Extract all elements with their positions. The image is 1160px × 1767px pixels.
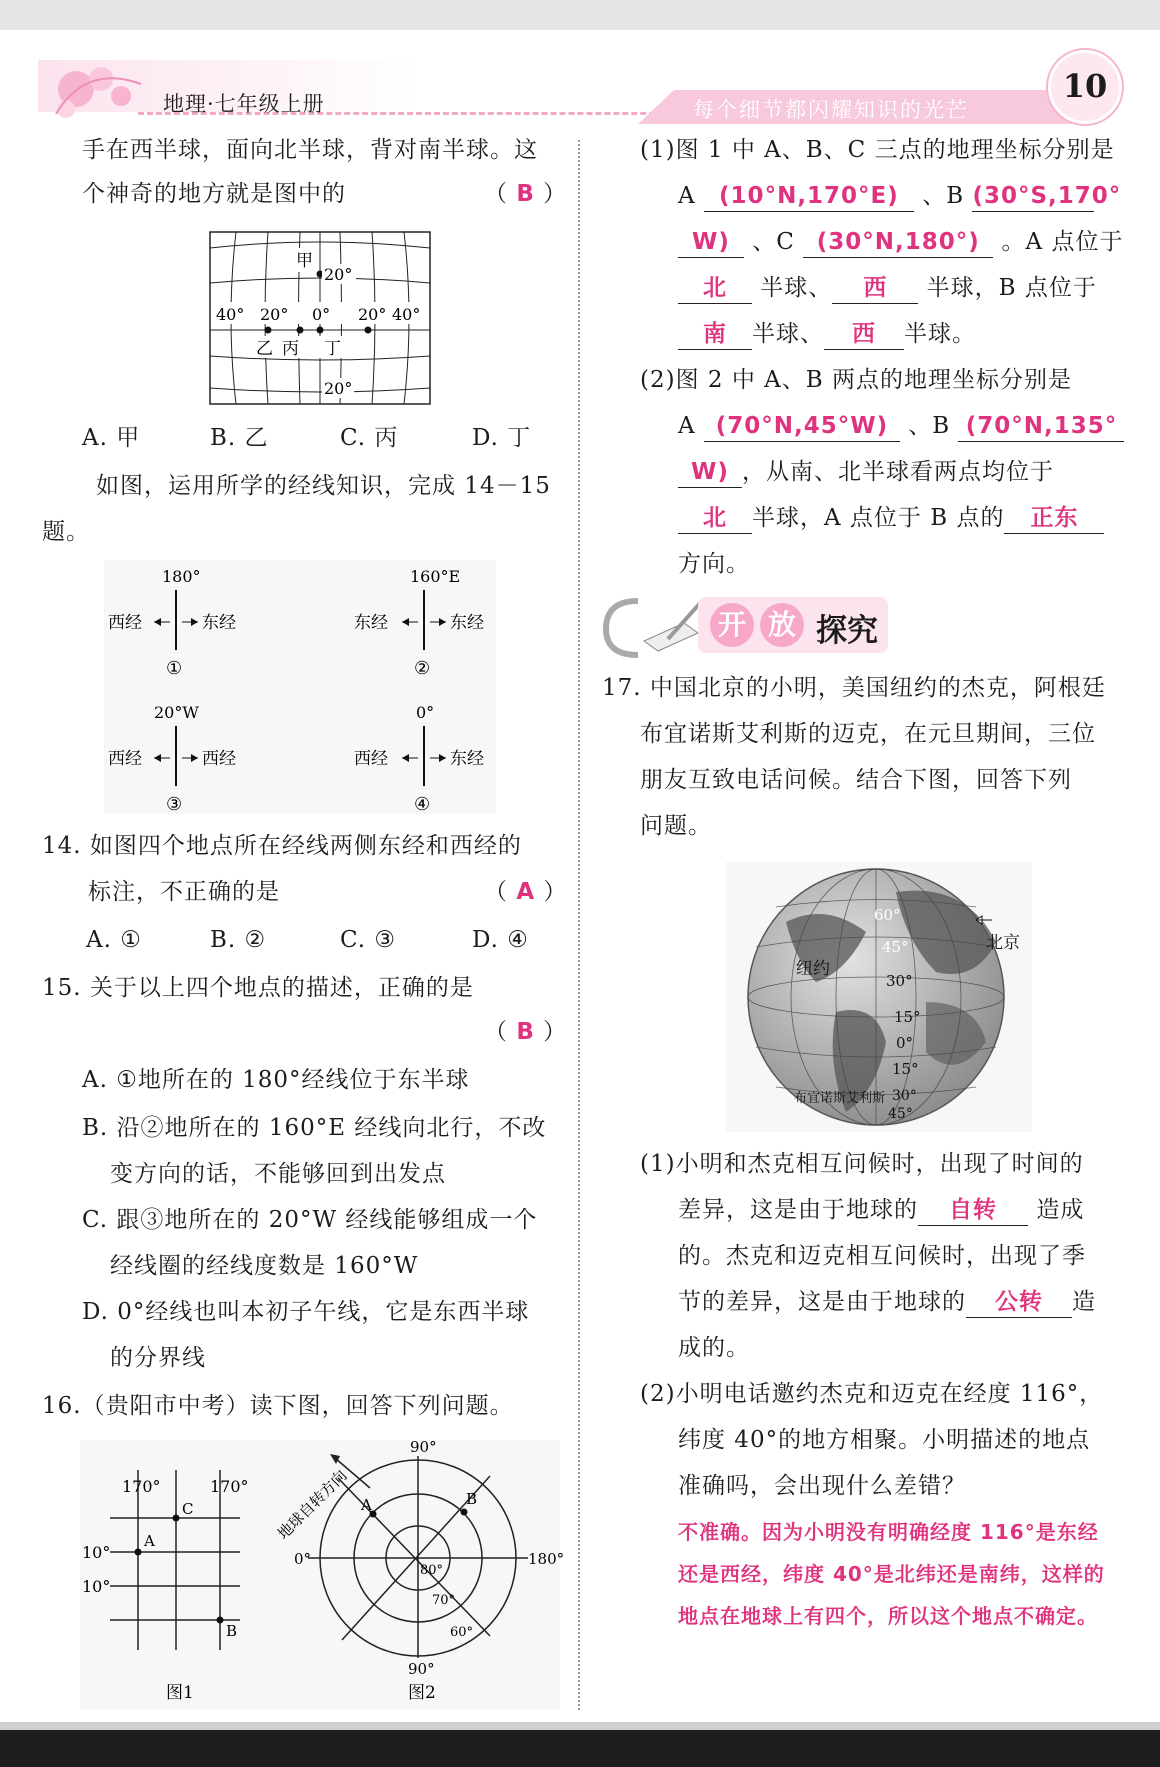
fig1-point-c: C	[182, 1500, 194, 1518]
blank-point-a: (10°N,170°E)	[704, 181, 914, 212]
q17-1-text: (1)小明和杰克相互问候时，出现了时间的	[640, 1151, 1084, 1177]
bottom-bar	[0, 1730, 1160, 1767]
label-lat-s: 20°	[324, 379, 353, 398]
q17-text: 布宜诺斯艾利斯的迈克，在元旦期间，三位	[640, 721, 1096, 747]
slogan: 每个细节都闪耀知识的光芒	[693, 98, 969, 122]
page-header	[38, 50, 1120, 128]
q15-option-c: C. 跟③地所在的 20°W 经线能够组成一个	[82, 1207, 538, 1233]
q17-1-line5: 成的。	[678, 1335, 750, 1361]
q15-option-d-cont: 的分界线	[110, 1345, 206, 1371]
label-jia: 甲	[296, 251, 313, 271]
q13-option-d: D. 丁	[472, 425, 532, 451]
blank-point-b-cont: W)	[678, 227, 744, 258]
globe-lat: 15°	[894, 1008, 921, 1026]
q14-text: 14. 如图四个地点所在经线两侧东经和西经的	[42, 833, 522, 859]
q15-option-b-cont: 变方向的话，不能够回到出发点	[110, 1161, 446, 1187]
globe-lat: 15°	[892, 1060, 919, 1078]
fig2-ring-70: 70°	[432, 1593, 456, 1608]
globe-lat: 45°	[888, 1106, 913, 1122]
meridian-right-label: 西经	[202, 749, 236, 769]
label-bing: 丙	[282, 339, 299, 359]
meridian-top-label: 180°	[162, 567, 201, 586]
q17-1-line4	[678, 1282, 1096, 1323]
meridian-3	[108, 703, 236, 815]
q17-2-text: (2)小明电话邀约杰克和迈克在经度 116°，	[640, 1381, 1104, 1407]
q16-1-hemi-line: 北 半球、 西 半球，B 点位于	[678, 268, 1097, 309]
q17-1-prefix: 差异，这是由于地球的	[678, 1197, 918, 1223]
meridian-1	[108, 567, 236, 679]
section-header-open-inquiry	[598, 593, 898, 659]
meridian-left-label: 西经	[354, 749, 388, 769]
blank-a-hemi-ew: 西	[832, 273, 918, 304]
fig1-caption: 图1	[166, 1683, 194, 1703]
q15-option-d: D. 0°经线也叫本初子午线，它是东西半球	[82, 1299, 530, 1325]
blank-a-hemi-ns: 北	[678, 273, 752, 304]
blank-rotation: 自转	[918, 1195, 1028, 1226]
fig1-point-b: B	[226, 1622, 238, 1640]
meridian-right-label: 东经	[450, 749, 484, 769]
column-divider	[578, 140, 580, 1710]
q15-answer: B	[516, 1019, 535, 1045]
q16-1-coords-line: A (10°N,170°E) 、B (30°S,170°	[678, 176, 1094, 217]
globe-lat: 45°	[882, 938, 909, 956]
fig2-ring-60: 60°	[450, 1625, 474, 1640]
book-title: 地理·七年级上册	[163, 92, 325, 116]
meridian-number: ①	[166, 658, 183, 679]
fig2-bottom: 90°	[408, 1660, 435, 1678]
q13-answer-box: （ B ）	[484, 181, 568, 207]
blank-b-hemi-ns: 南	[678, 319, 752, 350]
q15-answer-box: （ B ）	[484, 1019, 568, 1045]
fig2-ring-80: 80°	[420, 1563, 444, 1578]
lon-label: 20°	[260, 305, 289, 324]
tag-kai: 开	[710, 603, 754, 647]
lon-label: 0°	[312, 305, 331, 324]
blank-b-hemi-ew: 西	[824, 319, 904, 350]
meridian-figure	[104, 560, 496, 814]
q16-figures-svg	[80, 1438, 565, 1710]
meridian-number: ②	[414, 658, 431, 679]
q14-option-d: D. ④	[472, 927, 529, 953]
q14-option-a: A. ①	[86, 927, 142, 953]
q14-answer: A	[516, 879, 536, 905]
q17-1-prefix: 节的差异，这是由于地球的	[678, 1289, 966, 1315]
blank-fig2-hemi: 北	[678, 503, 752, 534]
tag-fang: 放	[760, 603, 804, 647]
q13-option-a: A. 甲	[82, 425, 141, 451]
meridian-right-label: 东经	[202, 613, 236, 633]
lon-label: 40°	[392, 305, 421, 324]
globe-figure	[726, 862, 1032, 1132]
blank-revolution: 公转	[966, 1287, 1072, 1318]
meridian-left-label: 西经	[108, 613, 142, 633]
blank-fig2-direction: 正东	[1004, 503, 1104, 534]
q16-2-end: 方向。	[678, 551, 750, 577]
q13-grid-figure	[206, 228, 434, 408]
meridian-left-label: 西经	[108, 749, 142, 769]
fig2-point-b: B	[466, 1490, 478, 1508]
q17-2-text: 准确吗，会出现什么差错？	[678, 1473, 966, 1499]
q14-option-b: B. ②	[210, 927, 267, 953]
q14-option-c: C. ③	[340, 927, 397, 953]
q13-option-b: B. 乙	[210, 425, 269, 451]
globe-lat: 60°	[874, 906, 901, 924]
label-yi: 乙	[256, 339, 273, 359]
fig2-polar	[274, 1438, 564, 1703]
meridian-diagrams	[104, 560, 496, 814]
q17-2-answer: 地点在地球上有四个，所以这个地点不确定。	[678, 1604, 1098, 1628]
globe-beijing: 北京	[986, 933, 1020, 953]
q16-figures	[80, 1438, 565, 1710]
meridian-left-label: 东经	[354, 613, 388, 633]
q15-text: 15. 关于以上四个地点的描述，正确的是	[42, 975, 474, 1001]
q17-2-answer: 还是西经，纬度 40°是北纬还是南纬，这样的	[678, 1562, 1105, 1586]
q13-text: 手在西半球，面向北半球，背对南半球。这	[82, 137, 538, 163]
q13-text: 个神奇的地方就是图中的	[82, 181, 346, 207]
blank-point-b: (30°S,170°	[972, 181, 1094, 212]
globe-svg	[726, 862, 1032, 1132]
q16-1-hemi-line2: 南 半球、 西 半球。	[678, 314, 976, 355]
meridian-2	[354, 567, 484, 679]
globe-lat: 0°	[896, 1034, 914, 1052]
q17-1-suffix: 造成	[1036, 1197, 1085, 1223]
q17-text: 朋友互致电话问候。结合下图，回答下列	[640, 767, 1072, 793]
q16-2-coords-line: A (70°N,45°W) 、B (70°N,135°	[678, 406, 1124, 447]
q14-answer-box: （ A ）	[484, 879, 568, 905]
fig2-rotation-label: 地球自转方向	[274, 1466, 351, 1543]
q16-2-text: (2)图 2 中 A、B 两点的地理坐标分别是	[640, 367, 1072, 393]
fig2-point-a: A	[361, 1496, 372, 1514]
label-ding: 丁	[324, 339, 341, 359]
globe-newyork: 纽约	[796, 959, 830, 979]
q16-text: 16.（贵阳市中考）读下图，回答下列问题。	[42, 1393, 514, 1419]
intro-text: 题。	[42, 519, 90, 545]
meridian-top-label: 0°	[416, 703, 435, 722]
fig2-right: 180°	[528, 1550, 565, 1568]
blank-fig2-a: (70°N,45°W)	[704, 411, 900, 442]
intro-text: 如图，运用所学的经线知识，完成 14－15	[96, 473, 551, 499]
globe-buenos-aires: 布宜诺斯艾利斯	[794, 1091, 886, 1106]
meridian-top-label: 20°W	[154, 703, 199, 722]
fig2-caption: 图2	[408, 1683, 436, 1703]
meridian-4	[354, 703, 484, 815]
fig1-lat-top: 10°	[82, 1543, 111, 1562]
meridian-top-label: 160°E	[410, 567, 461, 586]
lon-label: 40°	[216, 305, 245, 324]
fig1-point-a: A	[144, 1532, 155, 1550]
q13-answer: B	[516, 181, 535, 207]
section-title: 探究	[816, 613, 878, 649]
q14-text: 标注，不正确的是	[88, 879, 280, 905]
q17-2-text: 纬度 40°的地方相聚。小明描述的地点	[678, 1427, 1091, 1453]
globe-lat: 30°	[892, 1088, 917, 1104]
fig1-grid	[82, 1470, 249, 1703]
q16-2-line3: 北 半球，A 点位于 B 点的 正东	[678, 498, 1104, 539]
q15-option-a: A. ①地所在的 180°经线位于东半球	[82, 1067, 470, 1093]
q17-1-suffix: 造	[1072, 1289, 1096, 1315]
q16-1-text: (1)图 1 中 A、B、C 三点的地理坐标分别是	[640, 137, 1115, 163]
pencil-book-icon	[598, 593, 708, 659]
q15-option-b: B. 沿②地所在的 160°E 经线向北行，不改	[82, 1115, 547, 1141]
fig2-top: 90°	[410, 1438, 437, 1456]
meridian-number: ④	[414, 794, 431, 815]
lon-label: 20°	[358, 305, 387, 324]
fig1-lon-right: 170°	[210, 1477, 249, 1496]
q17-1-line2	[678, 1190, 1084, 1231]
blank-fig2-b: (70°N,135°	[958, 411, 1124, 442]
fig1-lon-left: 170°	[122, 1477, 161, 1496]
label-lat-n: 20°	[324, 265, 353, 284]
q16-2-line2: W) ，从南、北半球看两点均位于	[678, 452, 1054, 493]
fig1-lat-bottom: 10°	[82, 1577, 111, 1596]
q13-option-c: C. 丙	[340, 425, 399, 451]
blank-point-c: (30°N,180°)	[803, 227, 993, 258]
q17-2-answer: 不准确。因为小明没有明确经度 116°是东经	[678, 1520, 1099, 1544]
q17-1-line3: 的。杰克和迈克相互问候时，出现了季	[678, 1243, 1086, 1269]
page-number: 10	[1048, 50, 1122, 124]
meridian-right-label: 东经	[450, 613, 484, 633]
top-bar	[0, 0, 1160, 30]
blank-fig2-b-cont: W)	[678, 457, 742, 488]
fig2-left: 0°	[294, 1550, 312, 1568]
q15-option-c-cont: 经线圈的经线度数是 160°W	[110, 1253, 419, 1279]
q16-1-coords-line2: W) 、C (30°N,180°) 。A 点位于	[678, 222, 1123, 263]
meridian-number: ③	[166, 794, 183, 815]
q17-text: 17. 中国北京的小明，美国纽约的杰克，阿根廷	[602, 675, 1106, 701]
q17-text: 问题。	[640, 813, 712, 839]
globe-lat: 30°	[886, 972, 913, 990]
